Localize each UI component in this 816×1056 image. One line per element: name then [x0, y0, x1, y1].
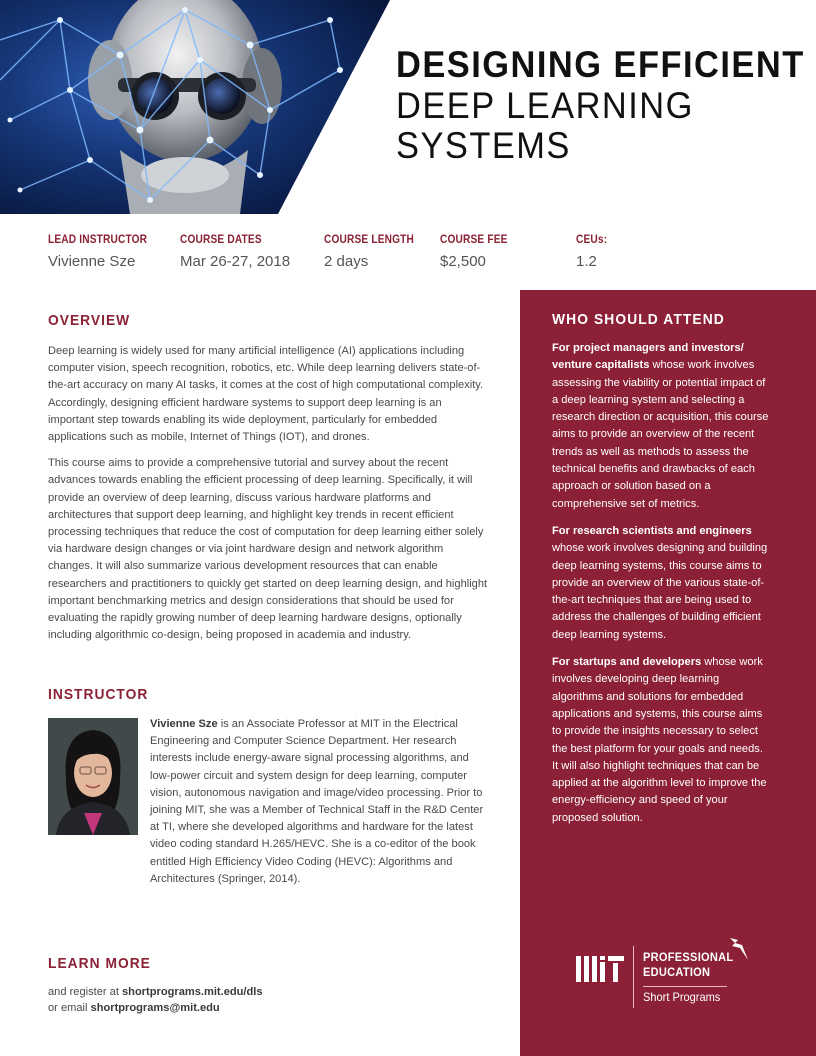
logo-line-1: PROFESSIONAL	[643, 950, 734, 964]
audience-item	[552, 654, 772, 827]
info-ceus	[576, 234, 612, 270]
audience-lead: For project managers and investors/ venture capitalists	[552, 342, 744, 372]
info-value: Mar 26-27, 2018	[180, 253, 291, 270]
instructor-bio	[150, 716, 490, 888]
info-dates	[180, 234, 290, 270]
overview-heading: OVERVIEW	[48, 312, 131, 329]
audience-lead: For startups and developers	[552, 656, 702, 669]
info-value: $2,500	[440, 253, 486, 270]
email-link[interactable]: shortprograms@mit.edu	[90, 1002, 220, 1014]
audience-item	[552, 523, 772, 644]
logo-line-3: Short Programs	[643, 990, 721, 1004]
info-label: COURSE FEE	[440, 234, 508, 246]
instructor-heading: INSTRUCTOR	[48, 686, 149, 703]
register-prefix: and register at	[48, 986, 122, 998]
who-should-attend-panel	[520, 290, 816, 1056]
instructor-portrait	[48, 718, 138, 835]
course-title	[396, 44, 806, 166]
register-line	[48, 984, 448, 1000]
info-label: COURSE LENGTH	[324, 234, 415, 246]
audience-text: whose work involves assessing the viability or potential impact of a deep learning system and selecting a research direction or acquisition, this course aims to provide an overview of the recent trends as well as methods to assess the technical benefits and drawbacks of each approach or solution based on a comprehensive set of metrics.	[552, 359, 769, 510]
audience-text: whose work involves designing and building deep learning systems, this course aims to provide an overview of the various state-of-the-art techniques that are being used to address the challenges of building efficient deep learning systems.	[552, 542, 768, 641]
learn-more-heading: LEARN MORE	[48, 955, 151, 972]
mit-logo-icon	[576, 956, 624, 982]
info-value: 2 days	[324, 253, 369, 270]
info-instructor	[48, 234, 161, 270]
who-should-attend-heading: WHO SHOULD ATTEND	[552, 311, 725, 328]
title-line-1: DESIGNING EFFICIENT	[396, 44, 805, 85]
logo-flag-icon	[726, 936, 748, 960]
email-line	[48, 1000, 448, 1016]
audience-item	[552, 340, 772, 513]
learn-more-body	[48, 984, 448, 1016]
logo-professional-education	[643, 950, 733, 980]
info-label: CEUs:	[576, 234, 608, 246]
logo-rule	[643, 986, 727, 987]
course-info-bar	[0, 234, 816, 284]
info-label: LEAD INSTRUCTOR	[48, 234, 148, 246]
mit-professional-education-logo	[576, 940, 766, 1010]
overview-paragraph-2: This course aims to provide a comprehensive tutorial and survey about the recent advances towards enabling the efficient processing of deep learning. Specifically, it will provide an overview of deep learning, discuss various hardware platforms and architectures that support deep learning, and highlight key trends in recent efficient processing techniques that reduce the cost of computation for deep learning either solely via hardware design changes or via joint hardware design and network algorithm changes. It will also summarize various development resources that can enable researchers and practitioners to quickly get started on deep learning design, and highlight important benchmarking metrics and design considerations that should be used for evaluating the rapidly growing number of deep learning hardware designs, optionally including algorithmic co-design, being proposed in academia and industry.	[48, 457, 488, 642]
info-label: COURSE DATES	[180, 234, 262, 246]
instructor-name: Vivienne Sze	[150, 718, 218, 730]
email-prefix: or email	[48, 1002, 91, 1014]
info-length	[324, 234, 426, 270]
audience-lead: For research scientists and engineers	[552, 524, 752, 537]
info-value: Vivienne Sze	[48, 253, 136, 270]
robot-illustration	[0, 0, 390, 214]
info-fee	[440, 234, 517, 270]
title-line-3: SYSTEMS	[396, 125, 571, 166]
audience-text: whose work involves developing deep learning algorithms and solutions for embedded applications and systems, this course aims to provide the insights necessary to select the best platform for your goals and needs. It will also highlight techniques that can be applied at the algorithm level to improve the energy-efficiency and speed of your proposed solution.	[552, 656, 767, 824]
register-link[interactable]: shortprograms.mit.edu/dls	[122, 986, 263, 998]
audience-list	[552, 340, 772, 837]
hero-image	[0, 0, 390, 214]
info-value: 1.2	[576, 253, 597, 270]
instructor-bio-body: is an Associate Professor at MIT in the Electrical Engineering and Computer Science Department. Her research interests include energy-aware signal processing algorithms, and low-power circuit and system design for deep learning, computer vision, autonomous navigation and image/video processing. Prior to joining MIT, she was a Member of Technical Staff in the R&D Center at TI, where she developed algorithms and hardware for the latest video coding standard H.265/HEVC. She is a co-editor of the book entitled High Efficiency Video Coding (HEVC): Algorithms and Architectures (Springer, 2014).	[150, 718, 484, 885]
logo-divider	[633, 946, 634, 1008]
logo-line-2: EDUCATION	[643, 965, 711, 979]
overview-body	[48, 343, 488, 653]
overview-paragraph-1: Deep learning is widely used for many artificial intelligence (AI) applications including computer vision, speech recognition, robotics, etc. While deep learning delivers state-of-the-art accuracy on many AI tasks, it comes at the cost of high computational complexity. Accordingly, designing efficient hardware systems to support deep learning is an important step towards enabling its wide deployment, particularly for embedded applications such as mobile, Internet of Things (IOT), and drones.	[48, 345, 484, 444]
title-line-2: DEEP LEARNING	[396, 85, 694, 126]
instructor-photo	[48, 718, 138, 835]
instructor-bio-text	[150, 716, 490, 888]
